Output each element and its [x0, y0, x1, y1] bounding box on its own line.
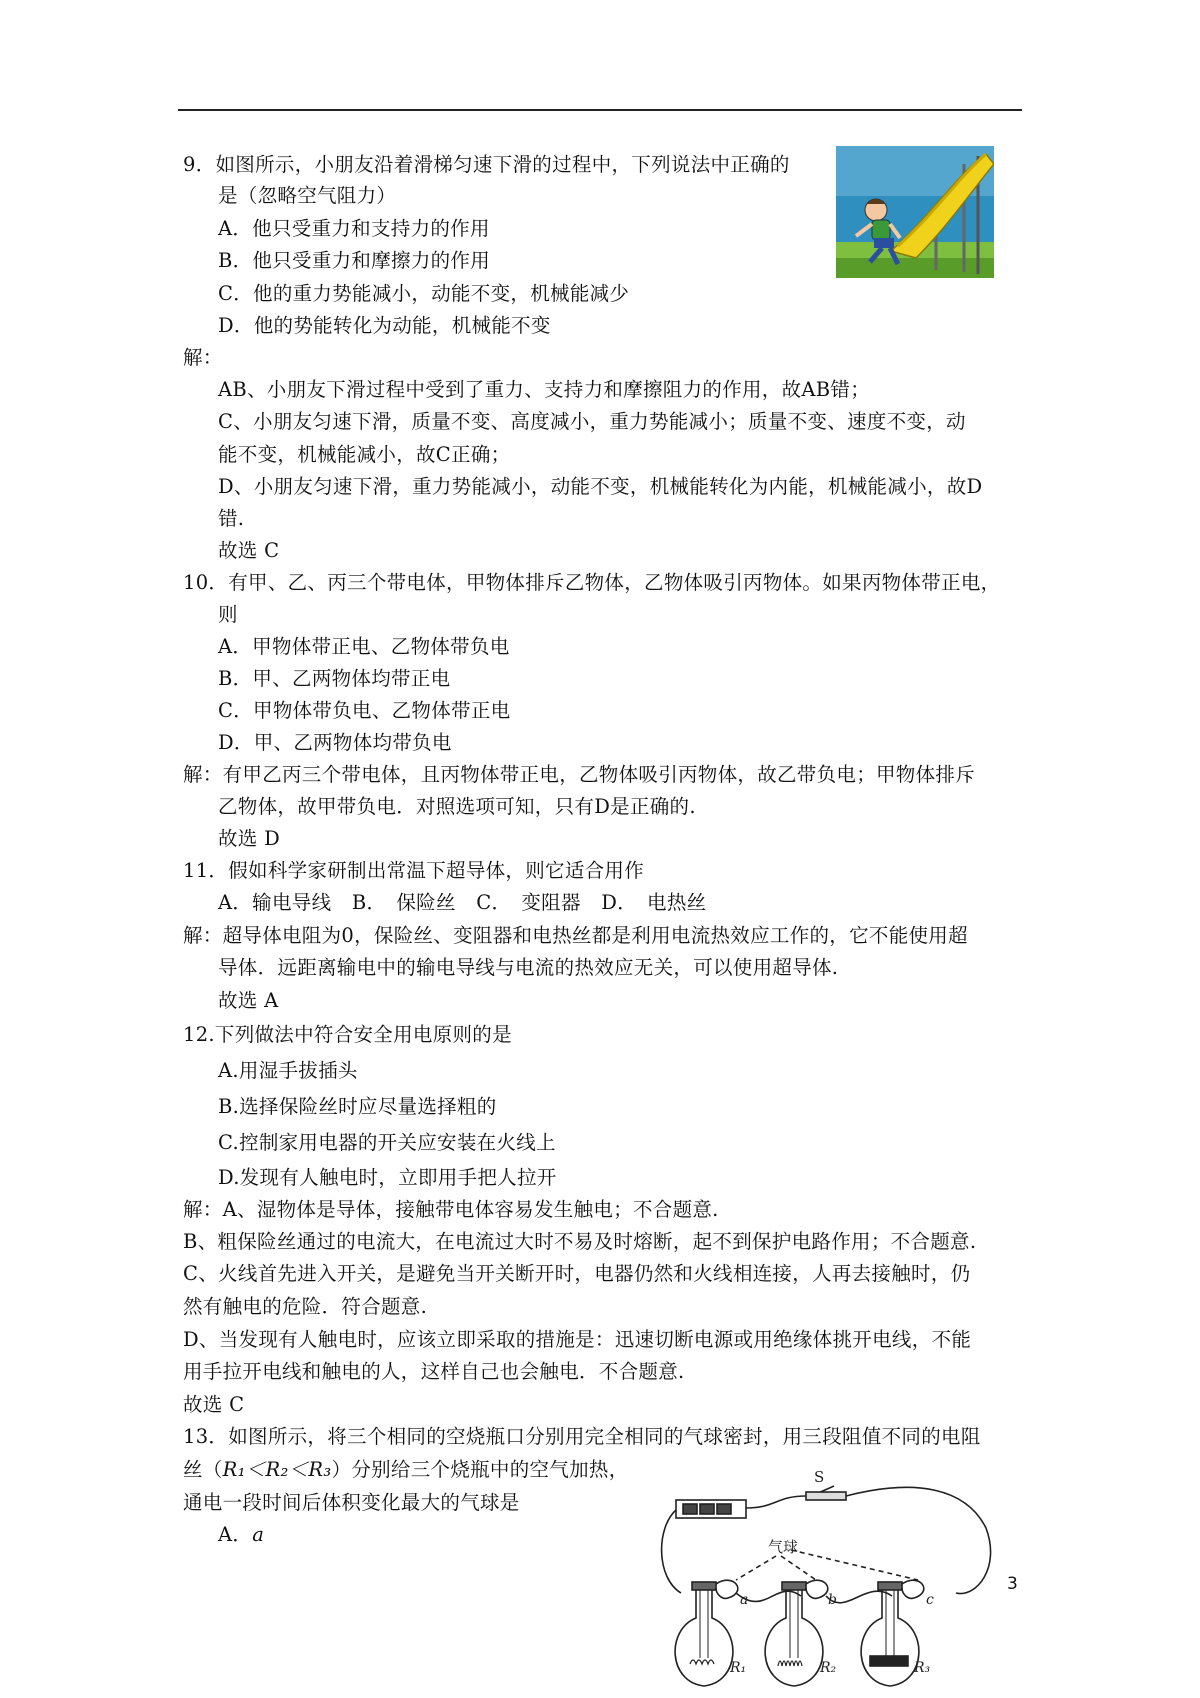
- q11-solution-line1: 解：超导体电阻为0，保险丝、变阻器和电热丝都是利用电流热效应工作的，它不能使用超: [183, 924, 968, 947]
- q11-option-c: C． 变阻器: [476, 891, 581, 914]
- resistor-coil-3: [870, 1656, 908, 1666]
- q13-stem-line3: 通电一段时间后体积变化最大的气球是: [183, 1491, 520, 1514]
- q13-option-a-label: A．: [218, 1523, 253, 1546]
- q12-solution-line: D、当发现有人触电时，应该立即采取的措施是：迅速切断电源或用绝缘体挑开电线，不能: [183, 1328, 972, 1351]
- resistor-coil-2: [778, 1661, 802, 1666]
- resistor-coil-1: [690, 1660, 714, 1664]
- switch-label: S: [814, 1468, 825, 1486]
- resistor-1-label: R₁: [730, 1660, 747, 1676]
- balloon-b-label: b: [828, 1592, 837, 1608]
- balloon-label: 气球: [768, 1538, 799, 1556]
- q12-solution-line: 用手拉开电线和触电的人，这样自己也会触电．不合题意.: [183, 1360, 685, 1383]
- q12-option-a: A.用湿手拔插头: [218, 1059, 358, 1082]
- q10-option-d: D．甲、乙两物体均带负电: [218, 731, 452, 754]
- circuit-figure: [656, 1468, 1026, 1698]
- q11-answer: 故选 A: [218, 989, 279, 1012]
- q13-stem-part: 丝（: [183, 1458, 223, 1481]
- q11-solution-line2: 导体．远距离输电中的输电导线与电流的热效应无关，可以使用超导体.: [218, 956, 839, 979]
- q12-solution-line: 解：A、湿物体是导体，接触带电体容易发生触电；不合题意.: [183, 1198, 719, 1221]
- q9-solution-line: D、小朋友匀速下滑，重力势能减小，动能不变，机械能转化为内能，机械能减小，故D: [218, 475, 983, 498]
- flask-1: [675, 1588, 733, 1686]
- q9-answer: 故选 C: [218, 539, 280, 562]
- child-shirt: [872, 220, 890, 240]
- page-number: 3: [1007, 1574, 1018, 1594]
- q10-stem-line1: 10．有甲、乙、丙三个带电体，甲物体排斥乙物体，乙物体吸引丙物体。如果丙物体带正电，: [183, 571, 1001, 594]
- q9-solution-label: 解：: [183, 346, 223, 369]
- q9-solution-line: 能不变，机械能减小，故C正确；: [218, 443, 511, 466]
- balloon-c: [902, 1580, 924, 1598]
- q13-option-a: [218, 1520, 264, 1550]
- q11-stem: 11．假如科学家研制出常温下超导体，则它适合用作: [183, 859, 645, 882]
- q10-solution-line1: 解：有甲乙丙三个带电体，且丙物体带正电，乙物体吸引丙物体，故乙带负电；甲物体排斥: [183, 763, 976, 786]
- q13-option-a-value: a: [252, 1523, 265, 1546]
- slide-illustration: [836, 146, 994, 278]
- balloon-b: [806, 1580, 828, 1598]
- q12-option-b: B.选择保险丝时应尽量选择粗的: [218, 1095, 497, 1118]
- resistor-3-label: R₃: [914, 1660, 931, 1676]
- q10-stem-line2: 则: [218, 603, 238, 626]
- q9-stem-line1: 9．如图所示，小朋友沿着滑梯匀速下滑的过程中，下列说法中正确的: [183, 153, 790, 176]
- balloon-c-label: c: [926, 1592, 934, 1608]
- q12-solution-line: C、火线首先进入开关，是避免当开关断开时，电器仍然和火线相连接，人再去接触时，仍: [183, 1262, 971, 1285]
- flask-3: [861, 1588, 919, 1686]
- q12-solution-line: B、粗保险丝通过的电流大，在电流过大时不易及时熔断，起不到保护电路作用；不合题意.: [183, 1230, 977, 1253]
- q10-option-c: C．甲物体带负电、乙物体带正电: [218, 699, 511, 722]
- q9-option-b: B．他只受重力和摩擦力的作用: [218, 249, 491, 272]
- balloon-a: [716, 1580, 738, 1598]
- flask-2: [765, 1588, 823, 1686]
- q13-stem-part: ）分别给三个烧瓶中的空气加热，: [331, 1458, 629, 1481]
- balloon-a-label: a: [740, 1592, 749, 1608]
- header-rule: [178, 109, 1022, 111]
- q11-option-b: B． 保险丝: [351, 891, 456, 914]
- q12-option-c: C.控制家用电器的开关应安装在火线上: [218, 1131, 556, 1154]
- q12-solution-line: 然有触电的危险．符合题意.: [183, 1295, 428, 1318]
- resistor-2-label: R₂: [820, 1660, 837, 1676]
- q12-option-d: D.发现有人触电时，立即用手把人拉开: [218, 1166, 557, 1189]
- q10-answer: 故选 D: [218, 827, 281, 850]
- q13-stem-line1: 13．如图所示，将三个相同的空烧瓶口分别用完全相同的气球密封，用三段阻值不同的电阻: [183, 1425, 981, 1448]
- q10-solution-line2: 乙物体，故甲带负电．对照选项可知，只有D是正确的.: [218, 795, 696, 818]
- q10-option-a: A．甲物体带正电、乙物体带负电: [218, 635, 510, 658]
- q9-solution-line: AB、小朋友下滑过程中受到了重力、支持力和摩擦阻力的作用，故AB错；: [218, 378, 871, 401]
- q13-resistance-relation: R₁＜R₂＜R₃: [222, 1458, 332, 1481]
- q11-option-d: D． 电热丝: [601, 891, 707, 914]
- q9-option-d: D．他的势能转化为动能，机械能不变: [218, 314, 551, 337]
- q9-option-a: A．他只受重力和支持力的作用: [218, 217, 490, 240]
- q9-stem-line2: 是（忽略空气阻力）: [218, 184, 397, 207]
- q11-option-a: A．输电导线: [218, 891, 332, 914]
- switch-base: [806, 1492, 846, 1500]
- q9-solution-line: C、小朋友匀速下滑，质量不变、高度减小，重力势能减小；质量不变、速度不变，动: [218, 410, 966, 433]
- q9-option-c: C．他的重力势能减小，动能不变，机械能减少: [218, 282, 630, 305]
- q13-stem-line2: [183, 1455, 629, 1485]
- q12-stem: 12.下列做法中符合安全用电原则的是: [183, 1023, 512, 1046]
- q11-options: [218, 888, 706, 918]
- q10-option-b: B．甲、乙两物体均带正电: [218, 667, 451, 690]
- q12-answer: 故选 C: [183, 1393, 245, 1416]
- q9-solution-line: 错.: [218, 507, 245, 530]
